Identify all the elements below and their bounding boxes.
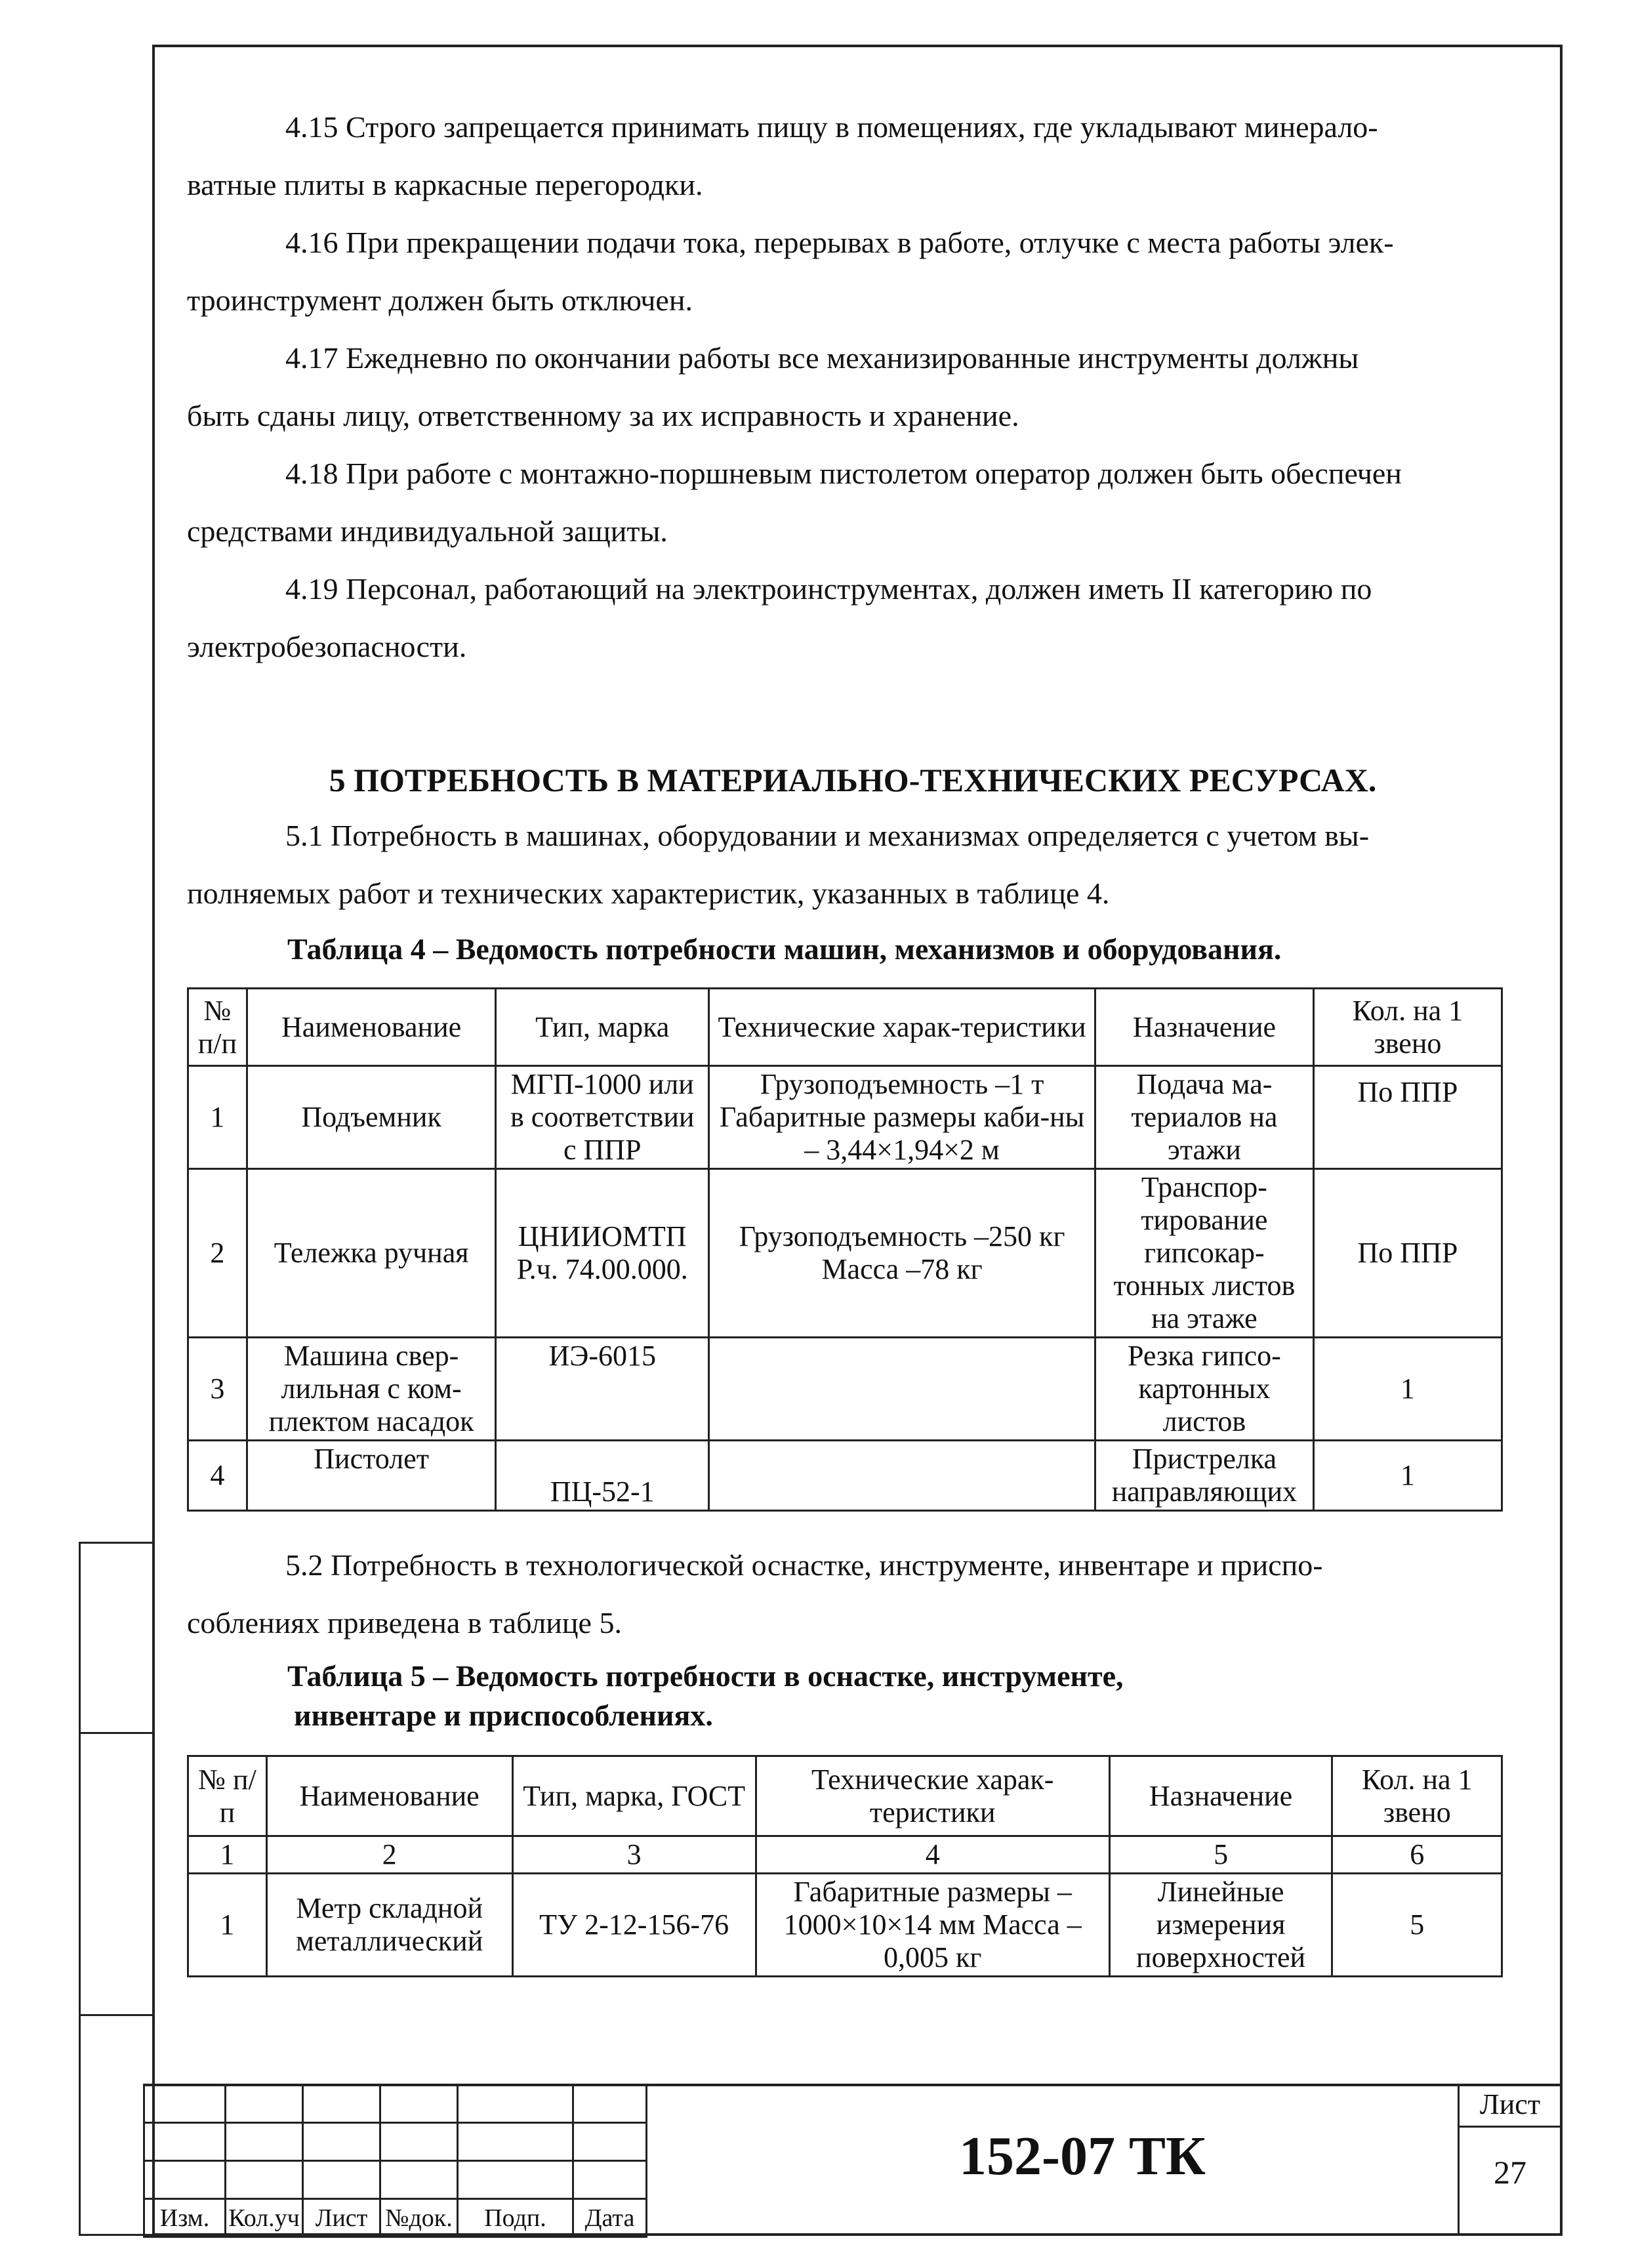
table-5-caption-line-1: Таблица 5 – Ведомость потребности в оснастке, инструменте,	[287, 1659, 1124, 1693]
table-5	[187, 1755, 1503, 1977]
table-cell: ЦНИИОМТП Р.ч. 74.00.000.	[496, 1169, 709, 1338]
table-header-cell: Назначение	[1095, 989, 1313, 1066]
stamp-grid	[143, 2084, 647, 2238]
paragraph-4-18: 4.18 При работе с монтажно-поршневым пистолетом оператор должен быть обеспечен средствами индивидуальной защиты.	[187, 457, 1402, 548]
table-header-cell: Наименование	[266, 1756, 512, 1836]
table-cell: Пристрелка направляющих	[1095, 1441, 1313, 1511]
table-cell: 4	[756, 1836, 1109, 1874]
table-cell	[709, 1441, 1095, 1511]
stamp-label: №док.	[380, 2199, 458, 2237]
table-cell: 3	[512, 1836, 756, 1874]
table-cell: ПЦ-52-1	[496, 1441, 709, 1511]
table-cell: Пистолет	[247, 1441, 496, 1511]
table-cell: Машина свер-лильная с ком-плектом насадок	[247, 1338, 496, 1441]
table-cell: 2	[266, 1836, 512, 1874]
table-cell: Подъемник	[247, 1066, 496, 1169]
table-header-cell: Кол. на 1 звено	[1332, 1756, 1502, 1836]
paragraph-4-19: 4.19 Персонал, работающий на электроинструментах, должен иметь II категорию по электробезопасности.	[187, 572, 1372, 663]
table-cell: 1	[1313, 1441, 1502, 1511]
table-cell: Грузоподъемность –250 кг Масса –78 кг	[709, 1169, 1095, 1338]
table-cell: Габаритные размеры – 1000×10×14 мм Масса – 0,005 кг	[756, 1874, 1109, 1977]
table-5-numbering-row	[188, 1836, 1502, 1874]
stamp-label: Дата	[573, 2199, 647, 2237]
table-cell: 5	[1109, 1836, 1332, 1874]
table-cell: Подача ма-териалов на этажи	[1095, 1066, 1313, 1169]
table-cell: 1	[188, 1874, 267, 1977]
table-row	[188, 1874, 1502, 1977]
table-cell: 3	[188, 1338, 247, 1441]
table-cell: Линейные измерения поверхностей	[1109, 1874, 1332, 1977]
table-row	[188, 1441, 1502, 1511]
table-header-cell: № п/п	[188, 1756, 267, 1836]
table-header-cell: Тип, марка	[496, 989, 709, 1066]
table-cell: По ППР	[1313, 1066, 1502, 1169]
paragraph-4-15: 4.15 Строго запрещается принимать пищу в помещениях, где укладывают минерало- ватные плиты в каркасные перегородки.	[187, 110, 1378, 201]
stamp-label: Кол.уч	[226, 2199, 303, 2237]
paragraph-4-16: 4.16 При прекращении подачи тока, перерывах в работе, отлучке с места работы элек- троинструмент должен быть отключен.	[187, 226, 1394, 317]
stamp-label-row	[144, 2199, 647, 2237]
table-cell: ТУ 2-12-156-76	[512, 1874, 756, 1977]
table-cell: МГП-1000 или в соответствии с ППР	[496, 1066, 709, 1169]
section-5-heading: 5 ПОТРЕБНОСТЬ В МАТЕРИАЛЬНО-ТЕХНИЧЕСКИХ РЕСУРСАХ.	[329, 762, 1377, 798]
paragraph-4-17: 4.17 Ежедневно по окончании работы все механизированные инструменты должны быть сданы лицу, ответственному за их исправность и хранение.	[187, 341, 1359, 432]
table-row	[188, 1169, 1502, 1338]
table-header-cell: № п/п	[188, 989, 247, 1066]
table-header-cell: Тип, марка, ГОСТ	[512, 1756, 756, 1836]
table-cell: По ППР	[1313, 1169, 1502, 1338]
table-row	[188, 1338, 1502, 1441]
table-header-cell: Назначение	[1109, 1756, 1332, 1836]
table-cell	[709, 1338, 1095, 1441]
table-cell: 5	[1332, 1874, 1502, 1977]
table-cell: Транспор-тирование гипсокар-тонных листов на этаже	[1095, 1169, 1313, 1338]
table-cell: Грузоподъемность –1 т Габаритные размеры каби-ны – 3,44×1,94×2 м	[709, 1066, 1095, 1169]
sheet-number: 27	[1494, 2154, 1526, 2191]
table-cell: ИЭ-6015	[496, 1338, 709, 1441]
table-4-caption: Таблица 4 – Ведомость потребности машин, механизмов и оборудования.	[287, 932, 1282, 966]
table-cell: 4	[188, 1441, 247, 1511]
table-header-cell: Наименование	[247, 989, 496, 1066]
sheet-divider	[1458, 2126, 1563, 2128]
sidebar-cell	[81, 1544, 152, 1734]
table-cell: 1	[1313, 1338, 1502, 1441]
table-4-header-row	[188, 989, 1502, 1066]
table-header-cell: Технические харак-теристики	[756, 1756, 1109, 1836]
table-row	[188, 1066, 1502, 1169]
sidebar-cell	[81, 1734, 152, 2016]
document-number: 152-07 ТК	[959, 2126, 1206, 2187]
table-header-cell: Технические харак-теристики	[709, 989, 1095, 1066]
table-5-header-row	[188, 1756, 1502, 1836]
table-cell: 2	[188, 1169, 247, 1338]
table-cell: 1	[188, 1836, 267, 1874]
table-4	[187, 987, 1503, 1512]
table-cell: 6	[1332, 1836, 1502, 1874]
table-cell: Тележка ручная	[247, 1169, 496, 1338]
paragraph-5-2: 5.2 Потребность в технологической оснастке, инструменте, инвентаре и приспо- соблениях приведена в таблице 5.	[187, 1548, 1323, 1639]
sheet-label: Лист	[1479, 2088, 1541, 2120]
stamp-label: Подп.	[458, 2199, 573, 2237]
stamp-label: Лист	[303, 2199, 380, 2237]
table-cell: Резка гипсо-картонных листов	[1095, 1338, 1313, 1441]
sidebar-cell	[81, 2016, 152, 2238]
table-5-caption-line-2: инвентаре и приспособлениях.	[294, 1699, 713, 1732]
table-header-cell: Кол. на 1 звено	[1313, 989, 1502, 1066]
table-cell: Метр складной металлический	[266, 1874, 512, 1977]
paragraph-5-1: 5.1 Потребность в машинах, оборудовании и механизмах определяется с учетом вы- полняемых работ и технических характеристик, указанных в таблице 4.	[187, 819, 1370, 910]
table-cell: 1	[188, 1066, 247, 1169]
margin-sidebar	[79, 1542, 152, 2236]
stamp-label: Изм.	[144, 2199, 226, 2237]
